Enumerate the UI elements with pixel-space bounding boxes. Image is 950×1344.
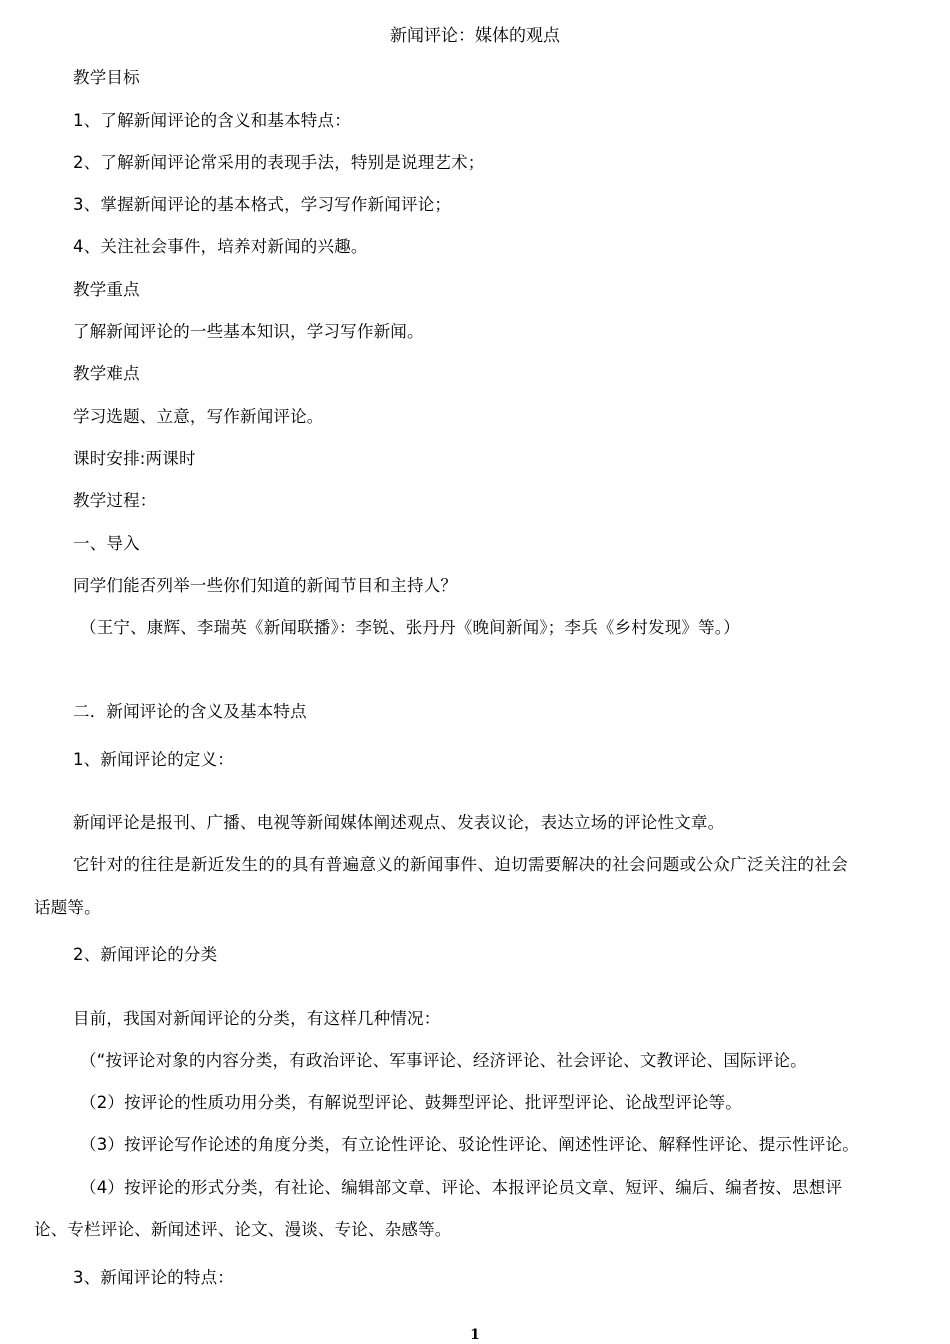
classification-item-4-line-1: （4）按评论的形式分类，有社论、编辑部文章、评论、本报评论员文章、短评、编后、编者按、思想评 bbox=[80, 1178, 843, 1197]
teaching-difficulty-text: 学习选题、立意，写作新闻评论。 bbox=[73, 407, 324, 426]
goal-item-1: 1、了解新闻评论的含义和基本特点： bbox=[73, 111, 351, 130]
heading-teaching-focus: 教学重点 bbox=[73, 280, 140, 299]
page-number: 1 bbox=[470, 1327, 480, 1343]
class-schedule: 课时安排:两课时 bbox=[73, 449, 196, 468]
classification-item-1: （“按评论对象的内容分类，有政治评论、军事评论、经济评论、社会评论、文教评论、国际评论。 bbox=[80, 1051, 807, 1070]
definition-scope-line-1: 它针对的往往是新近发生的的具有普遍意义的新闻事件、迫切需要解决的社会问题或公众广泛关注的社会 bbox=[73, 855, 849, 874]
goal-item-4: 4、关注社会事件，培养对新闻的兴趣。 bbox=[73, 237, 368, 256]
heading-teaching-process: 教学过程： bbox=[73, 491, 157, 510]
document-title: 新闻评论：媒体的观点 bbox=[390, 26, 560, 46]
subheading-features: 3、新闻评论的特点： bbox=[73, 1268, 234, 1287]
introduction-answer: （王宁、康辉、李瑞英《新闻联播》：李锐、张丹丹《晚间新闻》；李兵《乡村发现》等。） bbox=[80, 618, 740, 637]
subheading-definition: 1、新闻评论的定义： bbox=[73, 750, 234, 769]
heading-teaching-goals: 教学目标 bbox=[73, 68, 140, 87]
definition-paragraph: 新闻评论是报刊、广播、电视等新闻媒体阐述观点、发表议论，表达立场的评论性文章。 bbox=[73, 813, 725, 832]
definition-scope-line-2: 话题等。 bbox=[34, 898, 101, 917]
goal-item-3: 3、掌握新闻评论的基本格式，学习写作新闻评论； bbox=[73, 195, 452, 214]
section-definition-features: 二．新闻评论的含义及基本特点 bbox=[73, 702, 307, 721]
classification-intro: 目前，我国对新闻评论的分类，有这样几种情况： bbox=[73, 1009, 441, 1028]
goal-item-2: 2、了解新闻评论常采用的表现手法，特别是说理艺术； bbox=[73, 153, 485, 172]
classification-item-4-line-2: 论、专栏评论、新闻述评、论文、漫谈、专论、杂感等。 bbox=[34, 1220, 452, 1239]
heading-teaching-difficulty: 教学难点 bbox=[73, 364, 140, 383]
introduction-question: 同学们能否列举一些你们知道的新闻节目和主持人？ bbox=[73, 576, 458, 595]
subheading-classification: 2、新闻评论的分类 bbox=[73, 945, 218, 964]
teaching-focus-text: 了解新闻评论的一些基本知识，学习写作新闻。 bbox=[73, 322, 424, 341]
classification-item-2: （2）按评论的性质功用分类，有解说型评论、鼓舞型评论、批评型评论、论战型评论等。 bbox=[80, 1093, 742, 1112]
section-introduction: 一、导入 bbox=[73, 534, 140, 553]
classification-item-3: （3）按评论写作论述的角度分类，有立论性评论、驳论性评论、阐述性评论、解释性评论、提示性评论。 bbox=[80, 1135, 859, 1154]
